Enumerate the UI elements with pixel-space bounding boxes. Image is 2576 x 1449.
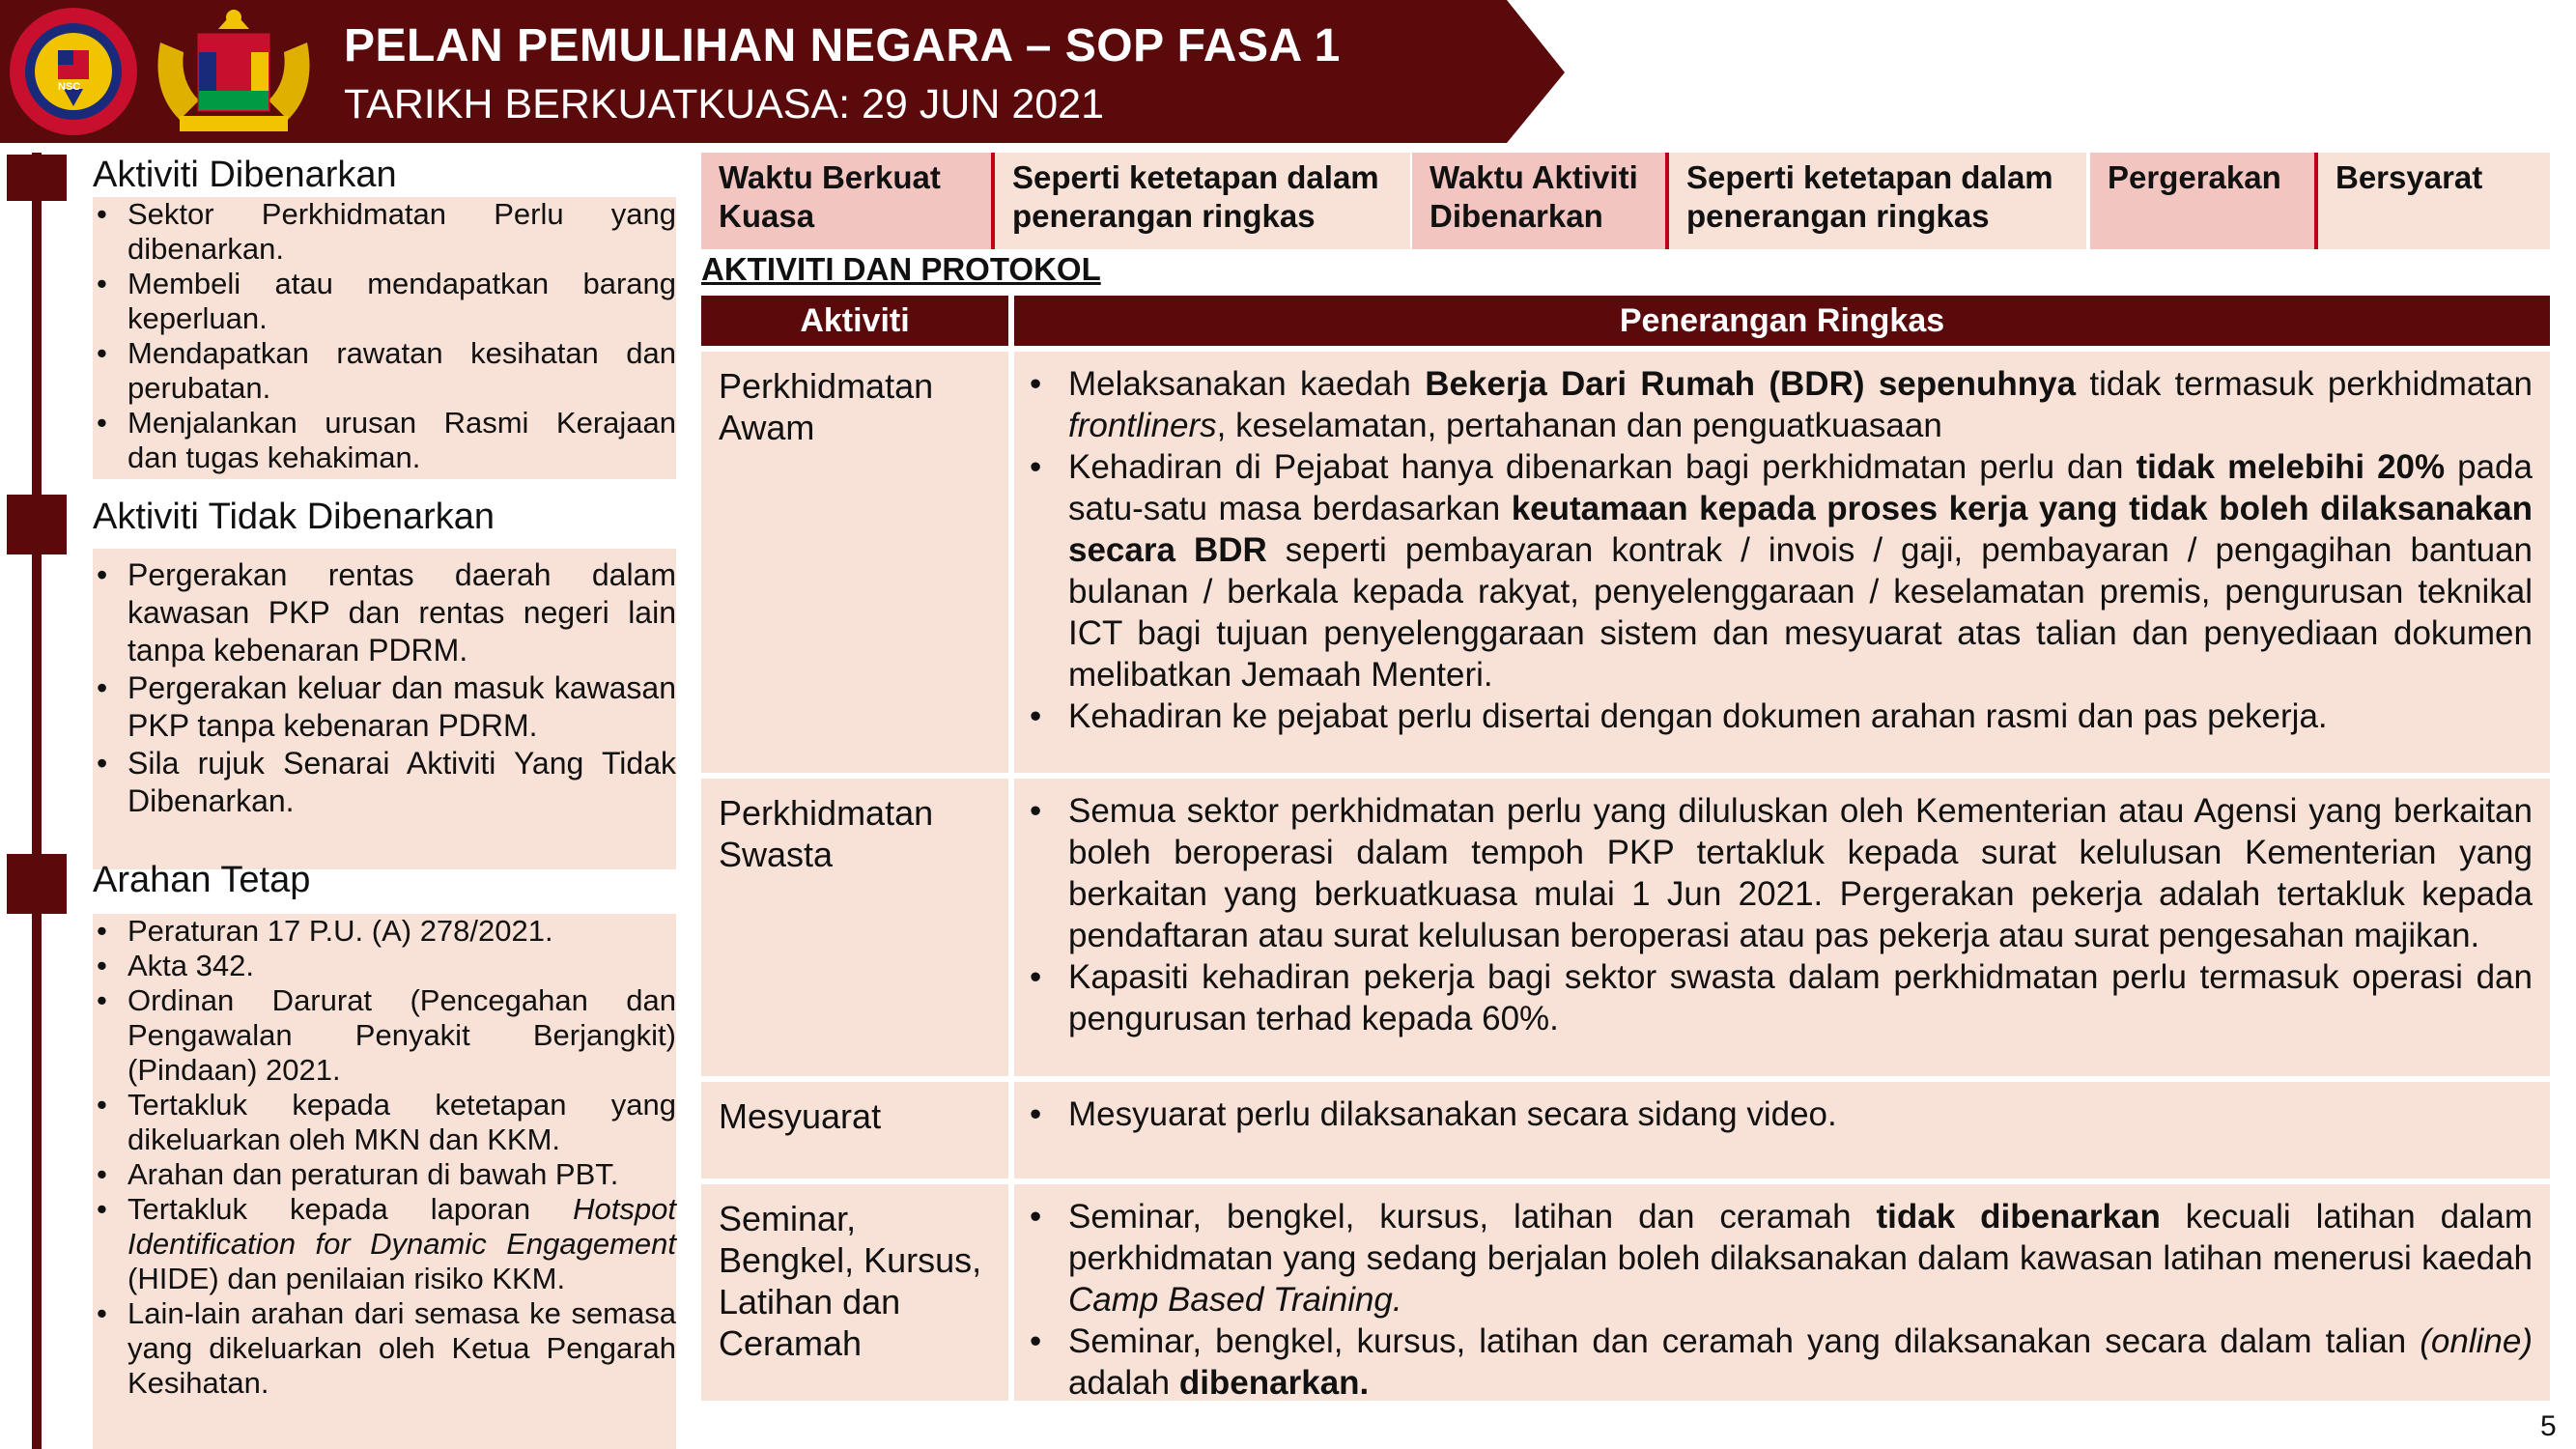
allowed-item: • Sektor Perkhidmatan Perlu yang dibenarkan. bbox=[127, 197, 676, 267]
standing-item: • Tertakluk kepada ketetapan yang dikeluarkan oleh MKN dan KKM. bbox=[127, 1088, 676, 1157]
info-label-effective: Waktu Berkuat Kuasa bbox=[701, 153, 991, 249]
not-allowed-item: • Pergerakan keluar dan masuk kawasan PKP tanpa kebenaran PDRM. bbox=[127, 669, 676, 745]
description-bullet: • Melaksanakan kaedah Bekerja Dari Rumah (BDR) sepenuhnya tidak termasuk perkhidmatan frontliners, keselamatan, pertahanan dan penguatkuasaan bbox=[1068, 363, 2533, 446]
description-bullet: • Mesyuarat perlu dilaksanakan secara sidang video. bbox=[1068, 1094, 2533, 1135]
not-allowed-item: • Pergerakan rentas daerah dalam kawasan PKP dan rentas negeri lain tanpa kebenaran PDRM. bbox=[127, 556, 676, 669]
info-value-effective: Seperti ketetapan dalam penerangan ringkas bbox=[995, 153, 1410, 249]
section-heading: AKTIVITI DAN PROTOKOL bbox=[701, 251, 1101, 287]
description-bullet: • Semua sektor perkhidmatan perlu yang diluluskan oleh Kementerian atau Agensi yang berkaitan boleh beroperasi dalam tempoh PKP tertakluk kepada surat kelulusan Kementerian yang berkaitan yang berkuatkuasa mulai 1 Jun 2021. Pergerakan pekerja adalah tertakluk kepada pendaftaran atau surat kelulusan beroperasi atau pas pekerja atau surat pengesahan majikan. bbox=[1068, 790, 2533, 956]
table-row-activity: Perkhidmatan Swasta bbox=[701, 779, 1008, 1076]
description-bullet: • Kapasiti kehadiran pekerja bagi sektor swasta dalam perkhidmatan perlu termasuk operasi dan pengurusan terhad kepada 60%. bbox=[1068, 956, 2533, 1039]
description-bullet: • Seminar, bengkel, kursus, latihan dan ceramah yang dilaksanakan secara dalam talian (online) adalah dibenarkan. bbox=[1068, 1321, 2533, 1404]
description-bullet: • Kehadiran di Pejabat hanya dibenarkan bagi perkhidmatan perlu dan tidak melebihi 20% pada satu-satu masa berdasarkan keutamaan kepada proses kerja yang tidak boleh dilaksanakan secara BDR seperti pembayaran kontrak / invois / gaji, pembayaran / pengagihan bantuan bulanan / berkala kepada rakyat, penyelenggaraan / keselamatan premis, pengurusan teknikal ICT bagi tujuan penyelenggaraan sistem dan mesyuarat atas talian dan penyediaan dokumen melibatkan Jemaah Menteri. bbox=[1068, 446, 2533, 696]
standing-item: • Peraturan 17 P.U. (A) 278/2021. bbox=[127, 914, 676, 949]
table-row-description bbox=[1014, 779, 2550, 1076]
info-label-movement: Pergerakan bbox=[2090, 153, 2314, 249]
description-bullet: • Kehadiran ke pejabat perlu disertai dengan dokumen arahan rasmi dan pas pekerja. bbox=[1068, 696, 2533, 737]
standing-list bbox=[93, 914, 676, 1449]
coat-of-arms-logo bbox=[141, 4, 326, 141]
allowed-title: Aktiviti Dibenarkan bbox=[93, 155, 397, 195]
not-allowed-title: Aktiviti Tidak Dibenarkan bbox=[93, 497, 495, 537]
table-row-activity: Perkhidmatan Awam bbox=[701, 352, 1008, 773]
description-bullet: • Seminar, bengkel, kursus, latihan dan ceramah tidak dibenarkan kecuali latihan dalam perkhidmatan yang sedang berjalan boleh dilaksanakan dalam kawasan latihan menerusi kaedah Camp Based Training. bbox=[1068, 1196, 2533, 1321]
allowed-section-marker bbox=[7, 155, 67, 201]
standing-item-hide: • Tertakluk kepada laporan Hotspot Identification for Dynamic Engagement (HIDE) dan penilaian risiko KKM. bbox=[127, 1192, 676, 1296]
standing-item: • Ordinan Darurat (Pencegahan dan Pengawalan Penyakit Berjangkit) (Pindaan) 2021. bbox=[127, 983, 676, 1088]
effective-date: TARIKH BERKUATKUASA: 29 JUN 2021 bbox=[344, 81, 1104, 128]
not-allowed-section-marker bbox=[7, 495, 67, 554]
not-allowed-list bbox=[93, 549, 676, 869]
allowed-list bbox=[93, 197, 676, 479]
allowed-item: • Menjalankan urusan Rasmi Kerajaan dan tugas kehakiman. bbox=[127, 406, 676, 475]
not-allowed-item: • Sila rujuk Senarai Aktiviti Yang Tidak Dibenarkan. bbox=[127, 745, 676, 820]
standing-title: Arahan Tetap bbox=[93, 860, 311, 900]
table-row-activity: Mesyuarat bbox=[701, 1082, 1008, 1179]
standing-item: • Akta 342. bbox=[127, 949, 676, 983]
standing-section-marker bbox=[7, 854, 67, 914]
info-label-activity-time: Waktu Aktiviti Dibenarkan bbox=[1412, 153, 1665, 249]
page-title: PELAN PEMULIHAN NEGARA – SOP FASA 1 bbox=[344, 20, 1341, 71]
nsc-logo bbox=[8, 6, 139, 137]
table-row-description bbox=[1014, 352, 2550, 773]
page-number: 5 bbox=[2540, 1410, 2557, 1442]
standing-item: • Lain-lain arahan dari semasa ke semasa yang dikeluarkan oleh Ketua Pengarah Kesihatan. bbox=[127, 1296, 676, 1401]
standing-item: • Arahan dan peraturan di bawah PBT. bbox=[127, 1157, 676, 1192]
info-value-activity-time: Seperti ketetapan dalam penerangan ringkas bbox=[1669, 153, 2086, 249]
table-row-description bbox=[1014, 1184, 2550, 1401]
allowed-item: • Mendapatkan rawatan kesihatan dan perubatan. bbox=[127, 336, 676, 406]
allowed-item: • Membeli atau mendapatkan barang keperluan. bbox=[127, 267, 676, 336]
column-header-activity: Aktiviti bbox=[701, 296, 1008, 346]
column-header-description: Penerangan Ringkas bbox=[1014, 296, 2550, 346]
left-vertical-rule bbox=[32, 153, 42, 1449]
table-row-activity: Seminar, Bengkel, Kursus, Latihan dan Ceramah bbox=[701, 1184, 1008, 1401]
header-banner bbox=[0, 0, 1584, 145]
nsc-abbr: NSC bbox=[58, 81, 81, 93]
info-value-movement: Bersyarat bbox=[2318, 153, 2550, 249]
table-row-description bbox=[1014, 1082, 2550, 1179]
